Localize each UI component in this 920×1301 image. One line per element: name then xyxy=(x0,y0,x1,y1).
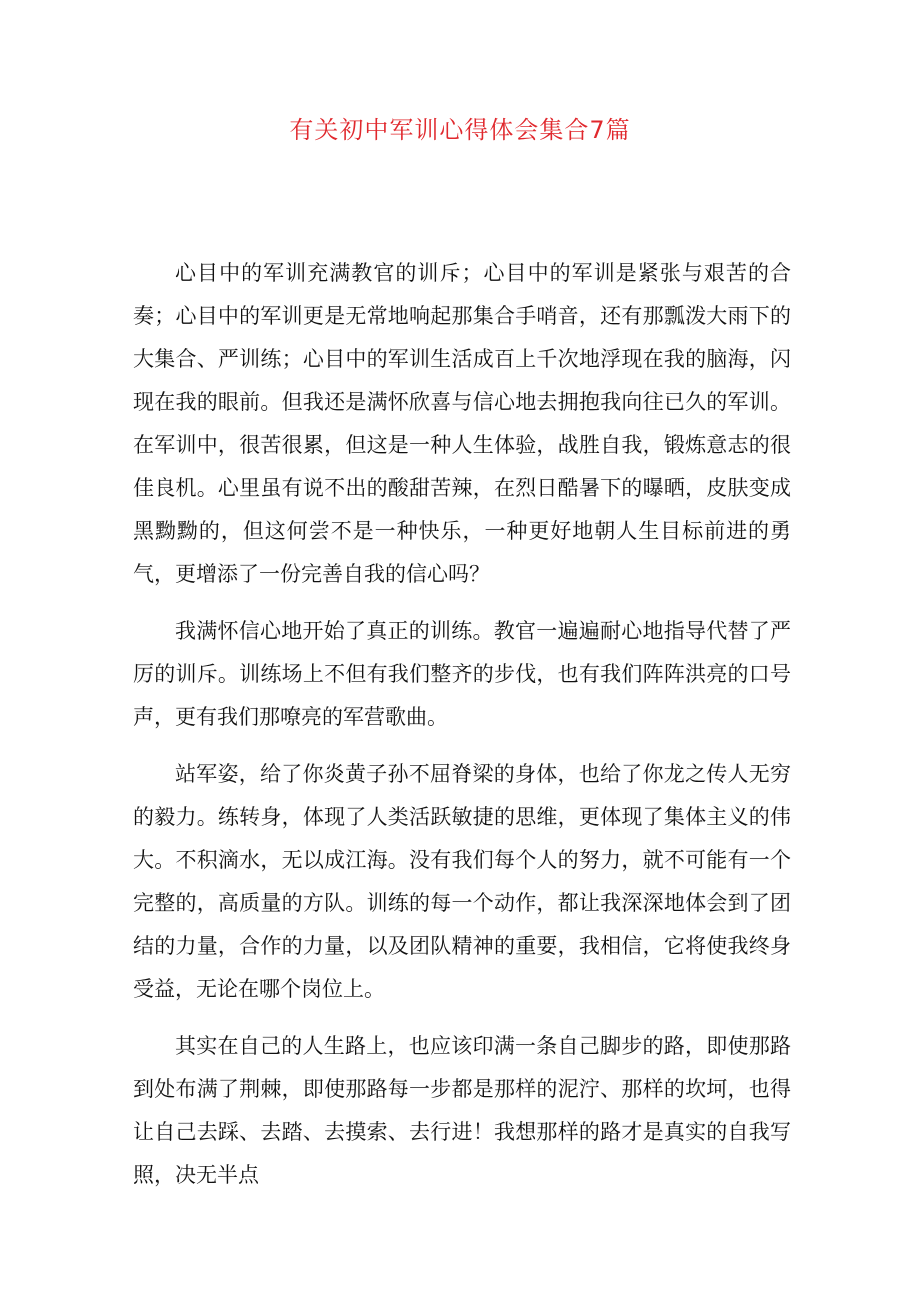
paragraph-1: 心目中的军训充满教官的训斥；心目中的军训是紧张与艰苦的合奏；心目中的军训更是无常地响起那集合手哨音，还有那瓢泼大雨下的大集合、严训练；心目中的军训生活成百上千次地浮现在我的脑海，闪现在我的眼前。但我还是满怀欣喜与信心地去拥抱我向往已久的军训。在军训中，很苦很累，但这是一种人生体验，战胜自我，锻炼意志的很佳良机。心里虽有说不出的酸甜苦辣，在烈日酷暑下的曝晒，皮肤变成黑黝黝的，但这何尝不是一种快乐，一种更好地朝人生目标前进的勇气，更增添了一份完善自我的信心吗？ xyxy=(133,261,791,586)
document-title: 有关初中军训心得体会集合7篇 xyxy=(289,116,631,144)
document-body xyxy=(133,252,791,1211)
paragraph-2: 我满怀信心地开始了真正的训练。教官一遍遍耐心地指导代替了严厉的训斥。训练场上不但有我们整齐的步伐，也有我们阵阵洪亮的口号声，更有我们那嘹亮的军营歌曲。 xyxy=(133,619,791,729)
paragraph-3: 站军姿，给了你炎黄子孙不屈脊梁的身体，也给了你龙之传人无穷的毅力。练转身，体现了人类活跃敏捷的思维，更体现了集体主义的伟大。不积滴水，无以成江海。没有我们每个人的努力，就不可能有一个完整的，高质量的方队。训练的每一个动作，都让我深深地体会到了团结的力量，合作的力量，以及团队精神的重要，我相信，它将使我终身受益，无论在哪个岗位上。 xyxy=(133,762,791,1001)
paragraph-4: 其实在自己的人生路上，也应该印满一条自己脚步的路，即使那路到处布满了荆棘，即使那路每一步都是那样的泥泞、那样的坎坷，也得让自己去踩、去踏、去摸索、去行进！我想那样的路才是真实的自我写照，决无半点 xyxy=(133,1034,791,1187)
